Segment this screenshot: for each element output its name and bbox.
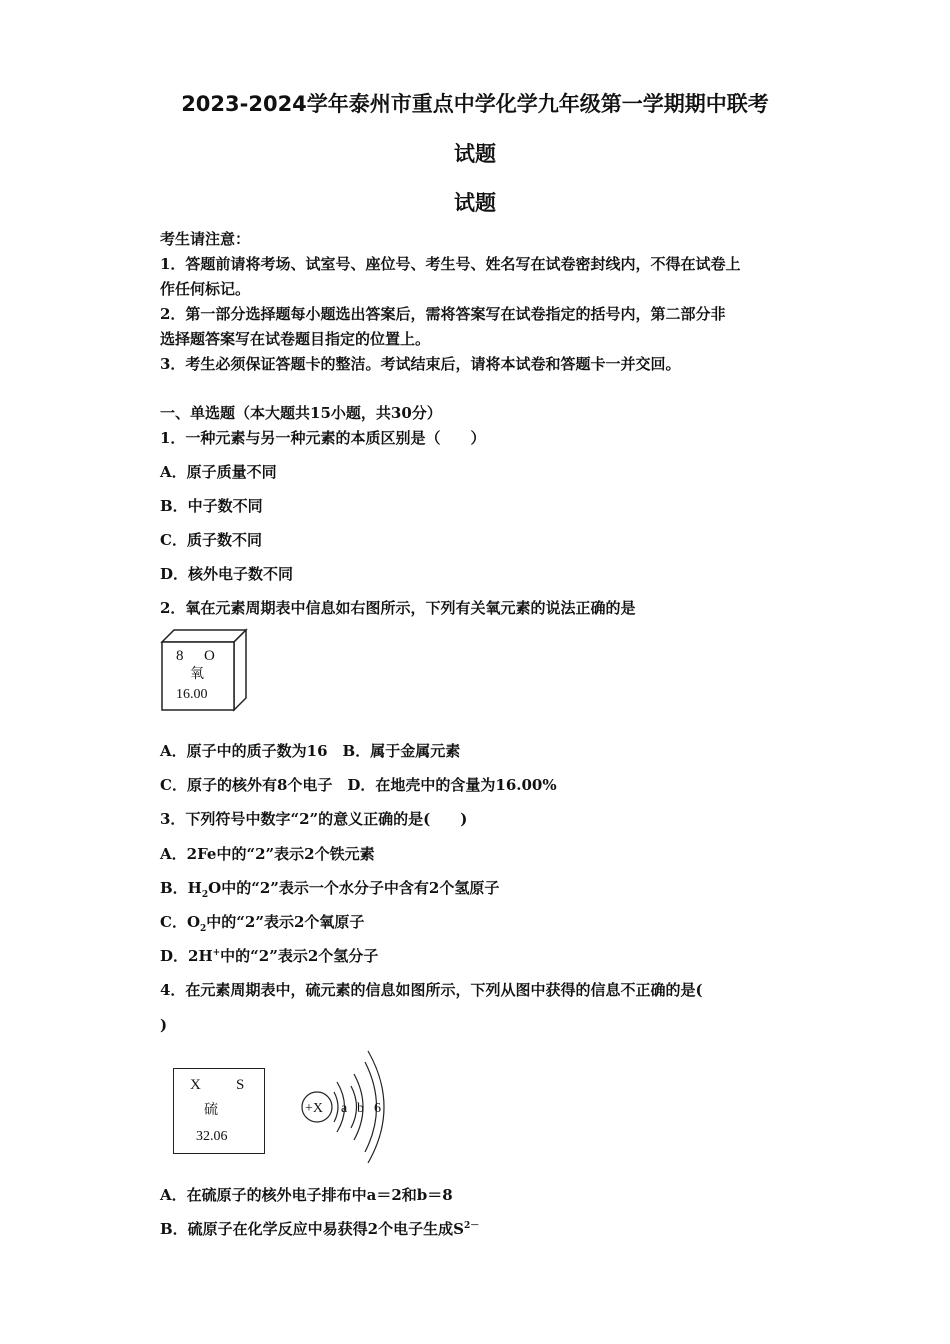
oxygen-atomic-number: 8 [176,648,184,664]
question-2-stem: 2．氧在元素周期表中信息如右图所示，下列有关氧元素的说法正确的是 [160,599,636,617]
notice-heading: 考生请注意： [160,230,251,248]
sulfur-name: 硫 [204,1102,218,1118]
question-1-stem: 1．一种元素与另一种元素的本质区别是（ ） [160,429,486,447]
oxygen-mass: 16.00 [176,687,208,702]
question-3-stem: 3．下列符号中数字“2”的意义正确的是( ) [160,810,468,828]
q3-option-c: C．$O_2$中的“2”表示2个氧原子 [160,913,365,934]
question-4-stem-end: ) [160,1016,168,1034]
q2-options-row-1: A．原子中的质子数为16 B．属于金属元素 [160,742,461,760]
nucleus-charge: +X [305,1101,324,1116]
shell-2-electrons: b [357,1101,364,1116]
page-subtitle: 试题 [454,142,496,166]
notice-item: 3．考生必须保证答题卡的整洁。考试结束后，请将本试卷和答题卡一并交回。 [160,355,681,373]
q3-option-b: B．$H_2O$中的“2”表示一个水分子中含有2个氢原子 [160,879,500,900]
oxygen-element-card [160,628,250,712]
shell-3-electrons: 6 [374,1101,381,1116]
notice-item: 2．第一部分选择题每小题选出答案后，需将答案写在试卷指定的括号内，第二部分非 [160,305,726,323]
sulfur-mass: 32.06 [196,1129,228,1144]
sulfur-atom-structure-diagram [296,1048,396,1166]
oxygen-name: 氧 [190,666,204,682]
sulfur-symbol: S [236,1077,245,1093]
sulfur-element-card [173,1068,265,1154]
q1-option-c: C．质子数不同 [160,531,262,549]
question-4-stem: 4．在元素周期表中，硫元素的信息如图所示，下列从图中获得的信息不正确的是( [160,981,703,999]
q4-option-a: A．在硫原子的核外电子排布中a＝2和b＝8 [160,1186,453,1204]
page-subtitle-repeat: 试题 [454,191,496,215]
page-title: 2023-2024学年泰州市重点中学化学九年级第一学期期中联考 [181,92,769,116]
q1-option-b: B．中子数不同 [160,497,263,515]
notice-item: 1．答题前请将考场、试室号、座位号、考生号、姓名写在试卷密封线内，不得在试卷上 [160,255,741,273]
q2-options-row-2: C．原子的核外有8个电子 D．在地壳中的含量为16.00% [160,776,557,794]
sulfur-atomic-number: X [190,1077,201,1093]
shell-1-electrons: a [341,1101,348,1116]
oxygen-symbol: O [204,648,215,664]
section-heading: 一、单选题（本大题共15小题，共30分） [160,404,442,422]
q1-option-a: A．原子质量不同 [160,463,277,481]
notice-item: 作任何标记。 [160,280,251,298]
q3-option-a: A．2Fe中的“2”表示2个铁元素 [160,845,375,863]
q1-option-d: D．核外电子数不同 [160,565,294,583]
q4-option-b: B．硫原子在化学反应中易获得2个电子生成$S^{2-}$ [160,1220,480,1238]
q3-option-d: D．2H+中的“2”表示2个氢分子 [160,947,379,965]
notice-item: 选择题答案写在试卷题目指定的位置上。 [160,330,431,348]
